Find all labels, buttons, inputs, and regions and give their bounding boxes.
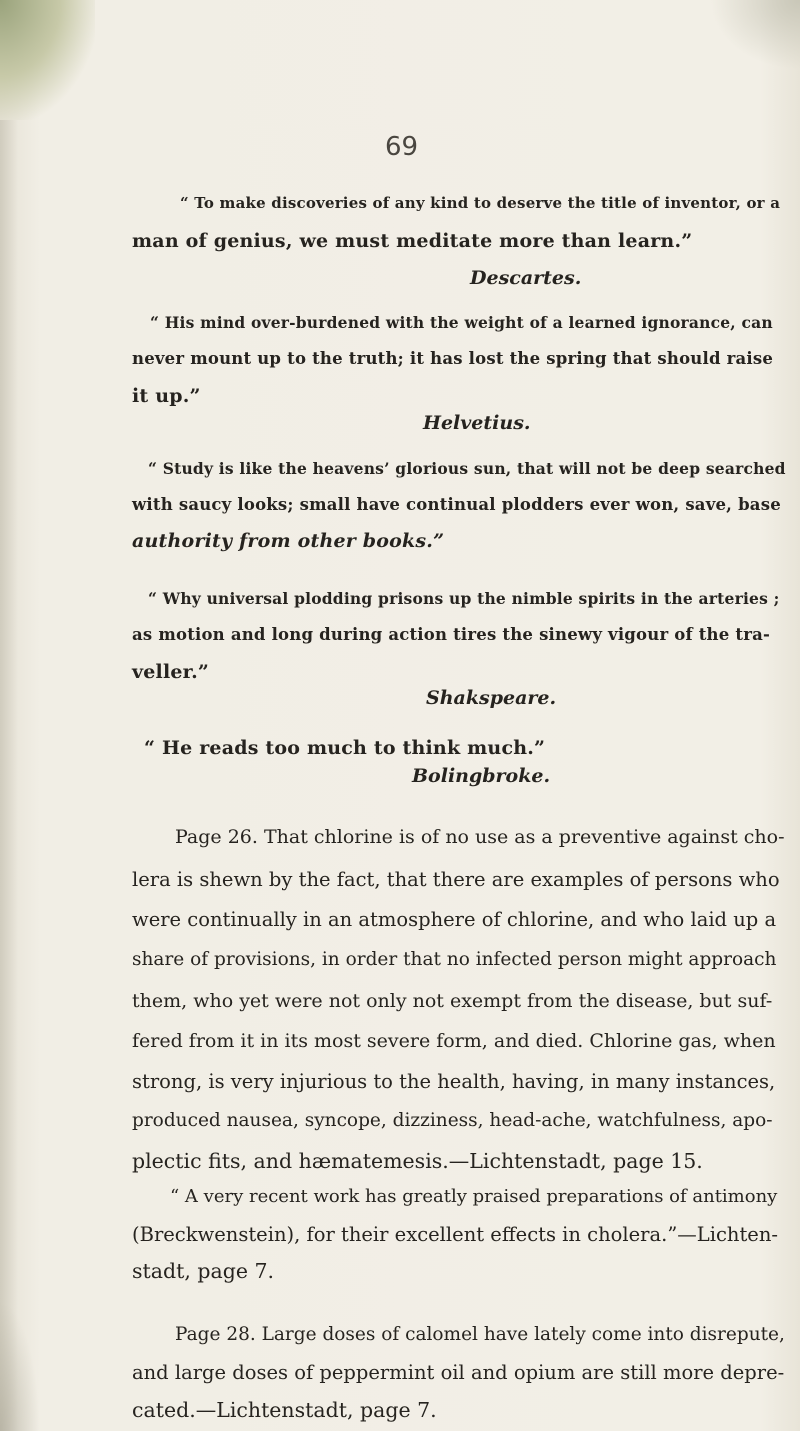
paragraph-1-line-8: produced nausea, syncope, dizziness, head-ache, watchfulness, apo- (132, 1109, 773, 1131)
quote-4-line-2: as motion and long during action tires the sinewy vigour of the tra- (132, 624, 771, 644)
quote-3-line-2: with saucy looks; small have continual plodders ever won, save, base (132, 495, 781, 515)
paragraph-2-line-1: “ A very recent work has greatly praised preparations of antimony (170, 1185, 778, 1207)
paragraph-1-line-1: Page 26. That chlorine is of no use as a preventive against cho- (175, 825, 785, 848)
quote-1-author: Descartes. (470, 266, 582, 289)
quote-2-author: Helvetius. (423, 411, 531, 434)
page-shadow-left (0, 120, 18, 1431)
quote-3-line-3: authority from other books.” (132, 530, 445, 553)
quote-2-line-1: “ His mind over-burdened with the weight of a learned ignorance, can (150, 312, 773, 332)
page-stain-top-right (710, 0, 800, 70)
quote-1-line-1: “ To make discoveries of any kind to deserve the title of inventor, or a (180, 194, 781, 213)
quote-5-line-1: “ He reads too much to think much.” (144, 737, 546, 760)
paragraph-2-line-3: stadt, page 7. (132, 1259, 275, 1284)
quote-2-line-3: it up.” (132, 385, 201, 408)
paragraph-1-line-5: them, who yet were not only not exempt from the disease, but suf- (132, 990, 773, 1013)
page-stain-bottom-left (0, 1301, 40, 1431)
paragraph-1-line-2: lera is shewn by the fact, that there are examples of persons who (132, 867, 780, 891)
paragraph-1-line-3: were continually in an atmosphere of chlorine, and who laid up a (132, 908, 777, 932)
quote-3-line-1: “ Study is like the heavens’ glorious sun, that will not be deep searched (148, 458, 786, 478)
paragraph-3-line-1: Page 28. Large doses of calomel have lately come into disrepute, (175, 1323, 785, 1345)
paragraph-1-line-7: strong, is very injurious to the health, having, in many instances, (132, 1069, 776, 1093)
paragraph-1-line-6: fered from it in its most severe form, and died. Chlorine gas, when (132, 1029, 776, 1052)
quote-1-line-2: man of genius, we must meditate more than learn.” (132, 229, 693, 252)
quote-4-line-3: veller.” (132, 661, 210, 684)
quote-5-author: Bolingbroke. (412, 765, 551, 788)
paragraph-1-line-4: share of provisions, in order that no infected person might approach (132, 949, 777, 971)
page-number: 69 (385, 132, 419, 162)
paragraph-1-line-9: plectic fits, and hæmatemesis.—Lichtenstadt, page 15. (132, 1148, 703, 1173)
paragraph-2-line-2: (Breckwenstein), for their excellent effects in cholera.”—Lichten- (132, 1223, 778, 1247)
quote-4-line-1: “ Why universal plodding prisons up the nimble spirits in the arteries ; (148, 588, 780, 608)
paragraph-3-line-2: and large doses of peppermint oil and opium are still more depre- (132, 1360, 785, 1384)
quote-4-author: Shakspeare. (426, 687, 557, 710)
page-stain-top-left (0, 0, 95, 120)
paragraph-3-line-3: cated.—Lichtenstadt, page 7. (132, 1397, 437, 1422)
quote-2-line-2: never mount up to the truth; it has lost the spring that should raise (132, 349, 774, 369)
